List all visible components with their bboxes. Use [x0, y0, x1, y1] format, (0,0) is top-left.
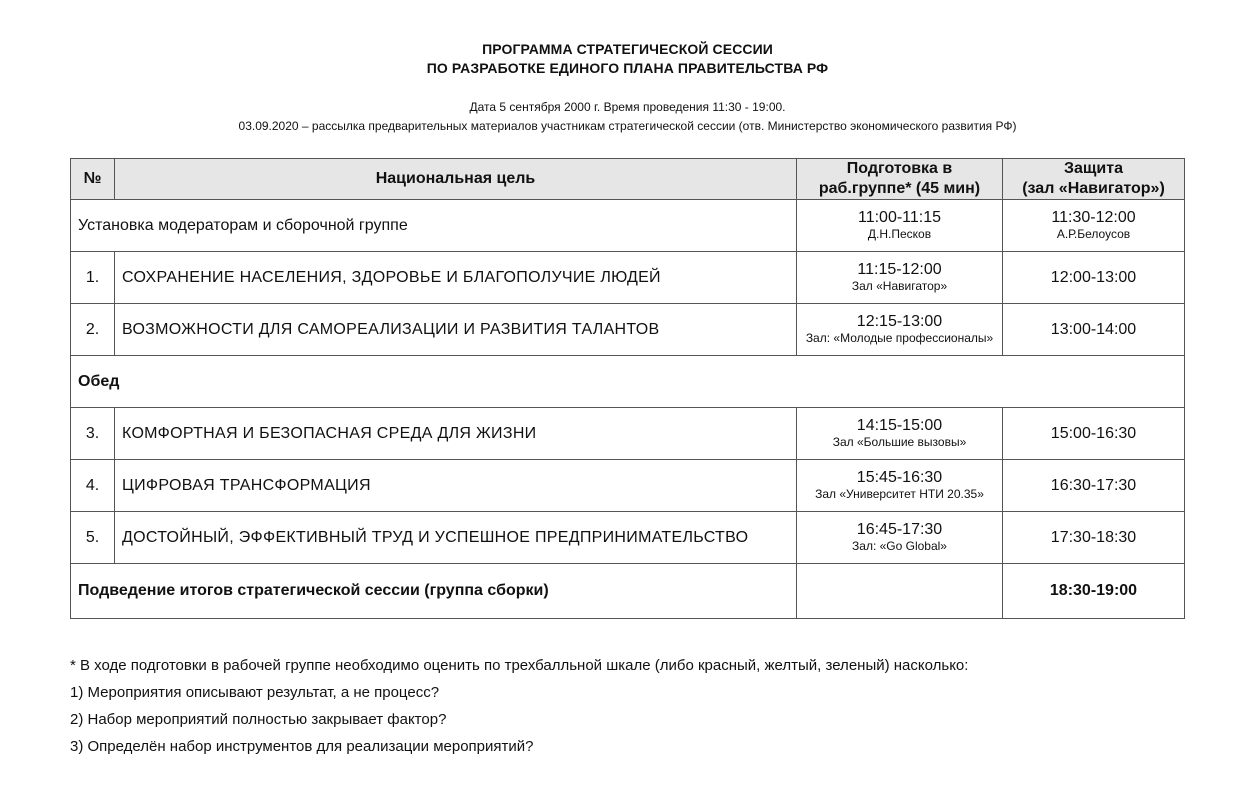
row-prep-place: Зал «Университет НТИ 20.35»	[815, 487, 984, 501]
setup-defense-person: А.Р.Белоусов	[1056, 227, 1131, 241]
document-subtitle	[0, 98, 1255, 136]
header-prep	[797, 159, 1003, 200]
row-prep-time: 16:45-17:30	[856, 521, 943, 538]
summary-defense: 18:30-19:00	[1003, 564, 1185, 619]
setup-prep-cell	[797, 200, 1003, 252]
summary-label: Подведение итогов стратегической сессии (группа сборки)	[71, 564, 797, 619]
row-prep-cell	[797, 304, 1003, 356]
row-prep-place: Зал «Навигатор»	[851, 279, 948, 293]
row-goal: КОМФОРТНАЯ И БЕЗОПАСНАЯ СРЕДА ДЛЯ ЖИЗНИ	[115, 408, 797, 460]
row-prep-cell	[797, 252, 1003, 304]
table-row	[71, 408, 1185, 460]
summary-row	[71, 564, 1185, 619]
setup-prep-time: 11:00-11:15	[857, 209, 942, 226]
header-defense-line-1: Защита	[1064, 160, 1123, 177]
table-row	[71, 460, 1185, 512]
row-goal: СОХРАНЕНИЕ НАСЕЛЕНИЯ, ЗДОРОВЬЕ И БЛАГОПОЛУЧИЕ ЛЮДЕЙ	[115, 252, 797, 304]
row-num: 2.	[71, 304, 115, 356]
row-prep-place: Зал «Большие вызовы»	[832, 435, 967, 449]
header-goal: Национальная цель	[115, 159, 797, 200]
row-prep-place: Зал: «Молодые профессионалы»	[805, 331, 994, 345]
lunch-label: Обед	[71, 356, 1185, 408]
row-prep-time: 15:45-16:30	[856, 469, 943, 486]
row-num: 3.	[71, 408, 115, 460]
table-row	[71, 304, 1185, 356]
table-row	[71, 512, 1185, 564]
title-line-2: ПО РАЗРАБОТКЕ ЕДИНОГО ПЛАНА ПРАВИТЕЛЬСТВА РФ	[426, 60, 829, 76]
row-goal: ДОСТОЙНЫЙ, ЭФФЕКТИВНЫЙ ТРУД И УСПЕШНОЕ ПРЕДПРИНИМАТЕЛЬСТВО	[115, 512, 797, 564]
program-table	[70, 158, 1185, 619]
row-num: 5.	[71, 512, 115, 564]
row-prep-time: 14:15-15:00	[856, 417, 943, 434]
row-goal: ВОЗМОЖНОСТИ ДЛЯ САМОРЕАЛИЗАЦИИ И РАЗВИТИЯ ТАЛАНТОВ	[115, 304, 797, 356]
footnotes	[70, 652, 1190, 760]
row-prep-cell	[797, 408, 1003, 460]
row-prep-cell	[797, 460, 1003, 512]
row-prep-place: Зал: «Go Global»	[852, 539, 947, 553]
row-defense: 16:30-17:30	[1003, 460, 1185, 512]
setup-row	[71, 200, 1185, 252]
row-defense: 12:00-13:00	[1003, 252, 1185, 304]
setup-prep-person: Д.Н.Песков	[867, 227, 932, 241]
footnote-item: 1) Мероприятия описывают результат, а не процесс?	[70, 684, 440, 701]
row-goal: ЦИФРОВАЯ ТРАНСФОРМАЦИЯ	[115, 460, 797, 512]
setup-label: Установка модераторам и сборочной группе	[71, 200, 797, 252]
header-num: №	[71, 159, 115, 200]
header-defense-line-2: (зал «Навигатор»)	[1022, 180, 1165, 197]
setup-defense-cell	[1003, 200, 1185, 252]
table-header-row	[71, 159, 1185, 200]
summary-prep-empty	[797, 564, 1003, 619]
header-prep-line-1: Подготовка в	[846, 160, 953, 177]
table-row	[71, 252, 1185, 304]
title-line-1: ПРОГРАММА СТРАТЕГИЧЕСКОЙ СЕССИИ	[482, 41, 773, 57]
row-prep-cell	[797, 512, 1003, 564]
document-title	[0, 40, 1255, 78]
footnote-intro: * В ходе подготовки в рабочей группе необходимо оценить по трехбалльной шкале (либо красный, желтый, зеленый) насколько:	[70, 657, 969, 674]
footnote-item: 2) Набор мероприятий полностью закрывает фактор?	[70, 711, 447, 728]
row-defense: 17:30-18:30	[1003, 512, 1185, 564]
row-prep-time: 12:15-13:00	[856, 313, 943, 330]
row-defense: 13:00-14:00	[1003, 304, 1185, 356]
setup-defense-time: 11:30-12:00	[1051, 209, 1136, 226]
row-num: 4.	[71, 460, 115, 512]
materials-line: 03.09.2020 – рассылка предварительных материалов участникам стратегической сессии (отв. Министерство экономического развития РФ)	[238, 119, 1017, 133]
lunch-row	[71, 356, 1185, 408]
header-prep-line-2: раб.группе* (45 мин)	[818, 180, 981, 197]
header-defense	[1003, 159, 1185, 200]
row-num: 1.	[71, 252, 115, 304]
row-defense: 15:00-16:30	[1003, 408, 1185, 460]
date-line: Дата 5 сентября 2000 г. Время проведения 11:30 - 19:00.	[469, 100, 786, 114]
row-prep-time: 11:15-12:00	[857, 261, 942, 278]
footnote-item: 3) Определён набор инструментов для реализации мероприятий?	[70, 738, 534, 755]
